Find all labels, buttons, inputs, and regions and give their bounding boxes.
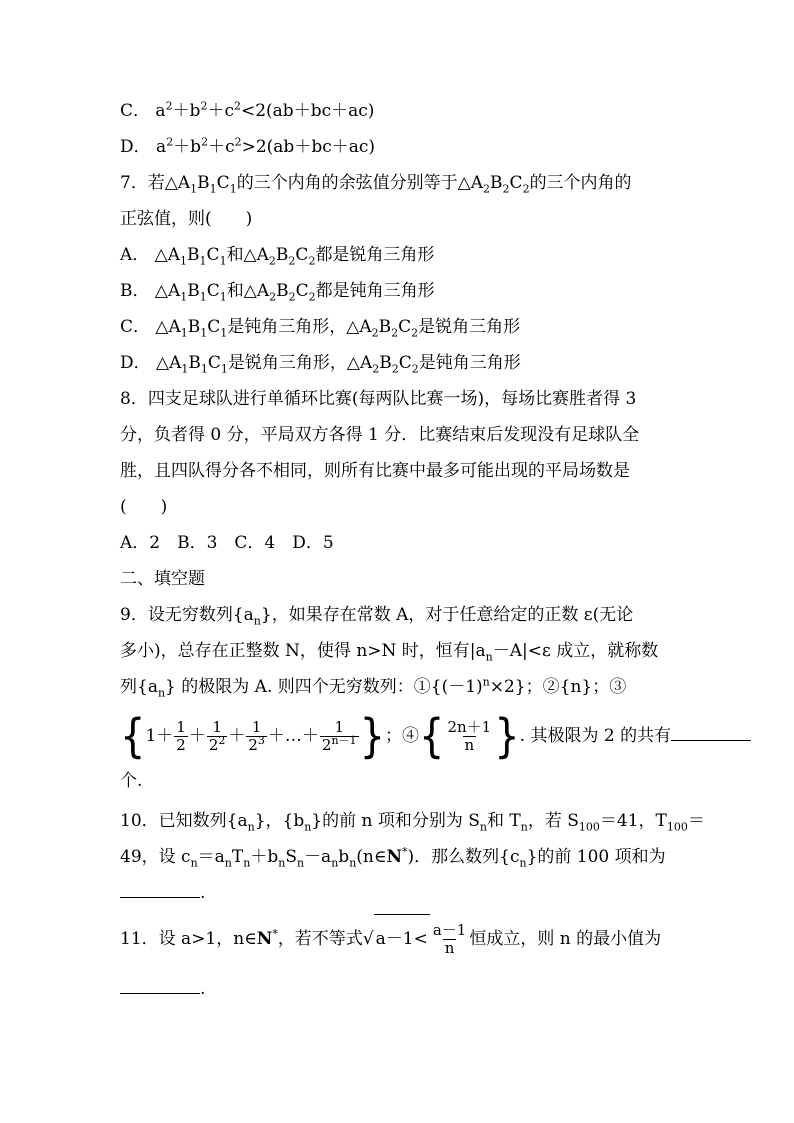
fraction-a-minus-1-over-n: $\frac{a-1}{n}$ — [432, 921, 467, 957]
fraction: $\frac{1}{2^2}$ — [208, 718, 226, 754]
q11-line1: 11．设 a>1，n∈N*，若不等式√ a－1< $\frac{a-1}{n}$ 恒成立，则 n 的最小值为 — [120, 914, 661, 963]
q8-line1: 8．四支足球队进行单循环比赛(每两队比赛一场)，每场比赛胜者得 3 — [120, 389, 637, 409]
fraction: $\frac{1}{2}$ — [176, 718, 186, 754]
q10-line3: . — [120, 882, 205, 904]
section-title: 二、填空题 — [120, 569, 205, 589]
answer-blank[interactable] — [120, 883, 200, 898]
q10-line1: 10．已知数列$\{a_n\}$，$\{b_n\}$的前 n 项和分别为 $S_n$和 $T_n$，若 $S_{100}=41$，$T_{100}=$ — [120, 811, 705, 834]
q7-option-d: D． $\triangle A_1B_1C_1$是锐角三角形，$\triangle A_2B_2C_2$是钝角三角形 — [120, 353, 521, 376]
right-brace-icon: } — [359, 710, 386, 763]
q7-option-b: B． $\triangle A_1B_1C_1$和$\triangle A_2B_2C_2$都是钝角三角形 — [120, 281, 435, 304]
q9-line2: 多小)，总存在正整数 N，使得 n>N 时，恒有$|a_n-A|<\varepsilon$ 成立，就称数 — [120, 641, 659, 664]
answer-blank[interactable] — [671, 726, 751, 741]
fraction-2n-plus-1-over-n: $\frac{2n+1}{n}$ — [447, 718, 492, 754]
q6-option-d: D． $a^2+b^2+c^2>2(ab+bc+ac)$ — [120, 135, 376, 157]
answer-blank[interactable] — [120, 979, 200, 994]
q6-option-c: C． $a^2+b^2+c^2<2(ab+bc+ac)$ — [120, 99, 375, 121]
q9-line5: 个. — [120, 771, 143, 791]
fraction: $\frac{1}{2^3}$ — [248, 718, 265, 754]
right-brace-icon: } — [494, 710, 520, 763]
radicand: a－1< — [374, 914, 430, 963]
left-brace-icon: { — [120, 710, 146, 763]
q9-line3: 列$\{a_n\}$ 的极限为 A. 则四个无穷数列：$①\{(-1)^n\times 2\}$；②{n}；③ — [120, 675, 627, 700]
q7-option-c: C． $\triangle A_1B_1C_1$是钝角三角形，$\triangle A_2B_2C_2$是锐角三角形 — [120, 317, 521, 340]
q8-line4: ( ) — [120, 497, 168, 517]
q7-stem-line1: 7．若$\triangle A_1B_1C_1$的三个内角的余弦值分别等于$\triangle A_2B_2C_2$的三个内角的 — [120, 173, 632, 196]
radical-icon: √ — [362, 929, 374, 949]
q9-line1: 9．设无穷数列$\{a_n\}$，如果存在常数 A，对于任意给定的正数 ε(无论 — [120, 605, 634, 628]
fraction: $\frac{1}{2^{n-1}}$ — [321, 718, 357, 754]
q8-options: A．2 B．3 C．4 D．5 — [120, 533, 334, 553]
q7-option-a: A． $\triangle A_1B_1C_1$和$\triangle A_2B_2C_2$都是锐角三角形 — [120, 245, 435, 268]
q8-line2: 分，负者得 0 分，平局双方各得 1 分．比赛结束后发现没有足球队全 — [120, 425, 640, 445]
q9-line4: {1＋ $\frac{1}{2}$ ＋ $\frac{1}{2^2}$ ＋ $\frac{1}{2^3}$ ＋…＋ $\frac{1}{2^{n-1}}$ }；④{ $\frac{2n+1}{n}$ }. 其极限为 2 的共有 — [120, 708, 751, 764]
left-brace-icon: { — [419, 710, 445, 763]
q11-line2: . — [120, 978, 205, 1000]
q7-stem-line2: 正弦值，则( ) — [120, 209, 253, 229]
q8-line3: 胜，且四队得分各不相同，则所有比赛中最多可能出现的平局场数是 — [120, 461, 630, 481]
q10-line2: 49，设 $c_n=a_nT_n+b_nS_n-a_nb_n(n\in N^*)$．那么数列$\{c_n\}$的前 100 项和为 — [120, 845, 666, 870]
